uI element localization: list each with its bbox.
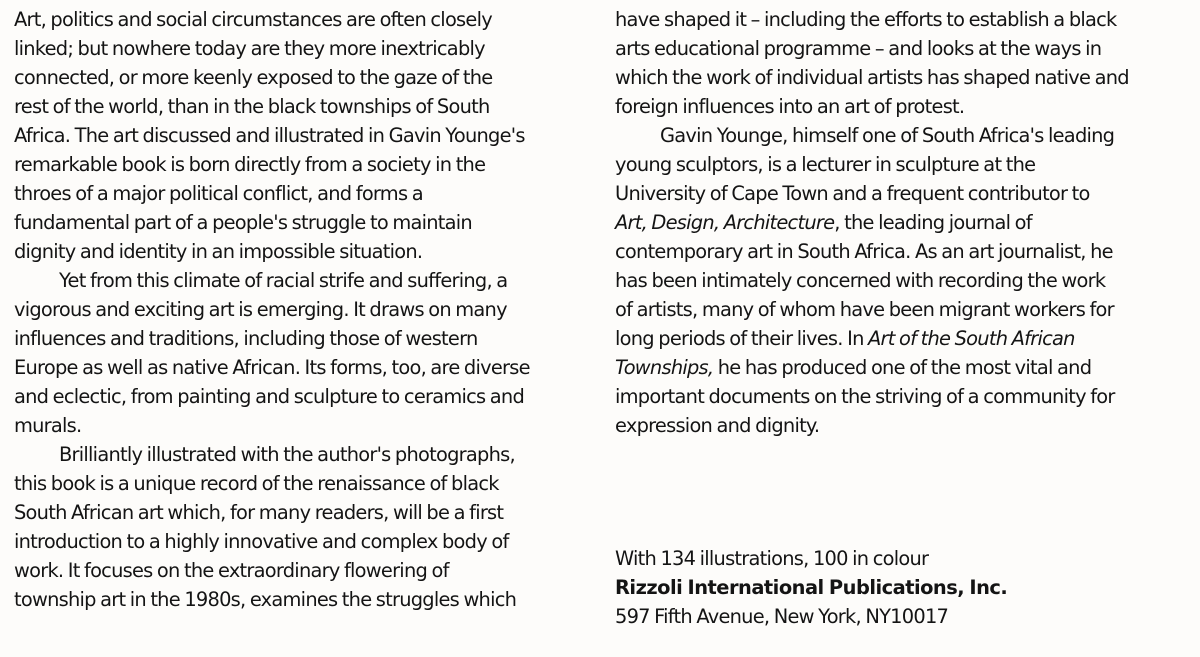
text-line: murals. [14, 414, 82, 437]
text-line: rest of the world, than in the black townships of South [14, 95, 490, 118]
text-line: Art, politics and social circumstances are often closely [14, 8, 492, 31]
publisher-name: Rizzoli International Publications, Inc. [615, 576, 1008, 599]
text-line: arts educational programme – and looks at the ways in [615, 37, 1102, 60]
journal-title: Art, Design, Architecture [615, 211, 835, 234]
text-line: has been intimately concerned with recording the work [615, 269, 1106, 292]
text-line: connected, or more keenly exposed to the gaze of the [14, 66, 493, 89]
text-line: remarkable book is born directly from a society in the [14, 153, 486, 176]
paragraph-start-line: Yet from this climate of racial strife and suffering, a [59, 269, 508, 292]
text-line: this book is a unique record of the renaissance of black [14, 472, 499, 495]
publisher-address: 597 Fifth Avenue, New York, NY10017 [615, 605, 949, 628]
text-line: young sculptors, is a lecturer in sculpture at the [615, 153, 1036, 176]
text-line: South African art which, for many readers, will be a first [14, 501, 504, 524]
right-column [615, 5, 1195, 440]
text-line: township art in the 1980s, examines the struggles which [14, 588, 517, 611]
text-line: linked; but nowhere today are they more inextricably [14, 37, 485, 60]
text-line: have shaped it – including the efforts to establish a black [615, 8, 1117, 31]
text-line: throes of a major political conflict, and forms a [14, 182, 423, 205]
book-title: Art of the South African [868, 327, 1075, 350]
illustrations-note: With 134 illustrations, 100 in colour [615, 547, 929, 570]
text-line: Europe as well as native African. Its forms, too, are diverse [14, 356, 530, 379]
text-line: fundamental part of a people's struggle to maintain [14, 211, 472, 234]
text-line: expression and dignity. [615, 414, 820, 437]
text-line: of artists, many of whom have been migrant workers for [615, 298, 1114, 321]
text-line: dignity and identity in an impossible situation. [14, 240, 423, 263]
text-line: influences and traditions, including those of western [14, 327, 478, 350]
text-line: Africa. The art discussed and illustrated in Gavin Younge's [14, 124, 525, 147]
text-line-with-italic: long periods of their lives. In Art of the South African [615, 327, 1075, 350]
left-column [14, 5, 594, 614]
text-line: vigorous and exciting art is emerging. It draws on many [14, 298, 507, 321]
text-line: University of Cape Town and a frequent contributor to [615, 182, 1090, 205]
paragraph-start-line: Gavin Younge, himself one of South Africa's leading [660, 124, 1115, 147]
book-title: Townships, [615, 356, 714, 379]
paragraph-start-line: Brilliantly illustrated with the author's photographs, [59, 443, 515, 466]
text-line: important documents on the striving of a community for [615, 385, 1115, 408]
text-line: foreign influences into an art of protest. [615, 95, 965, 118]
text-line-with-italic: Townships, he has produced one of the most vital and [615, 356, 1092, 379]
colophon [615, 544, 1007, 631]
text-line: introduction to a highly innovative and complex body of [14, 530, 509, 553]
text-line: which the work of individual artists has shaped native and [615, 66, 1129, 89]
text-line: contemporary art in South Africa. As an art journalist, he [615, 240, 1113, 263]
text-line: work. It focuses on the extraordinary flowering of [14, 559, 449, 582]
text-line: and eclectic, from painting and sculpture to ceramics and [14, 385, 525, 408]
text-line-with-italic: Art, Design, Architecture, the leading journal of [615, 211, 1032, 234]
